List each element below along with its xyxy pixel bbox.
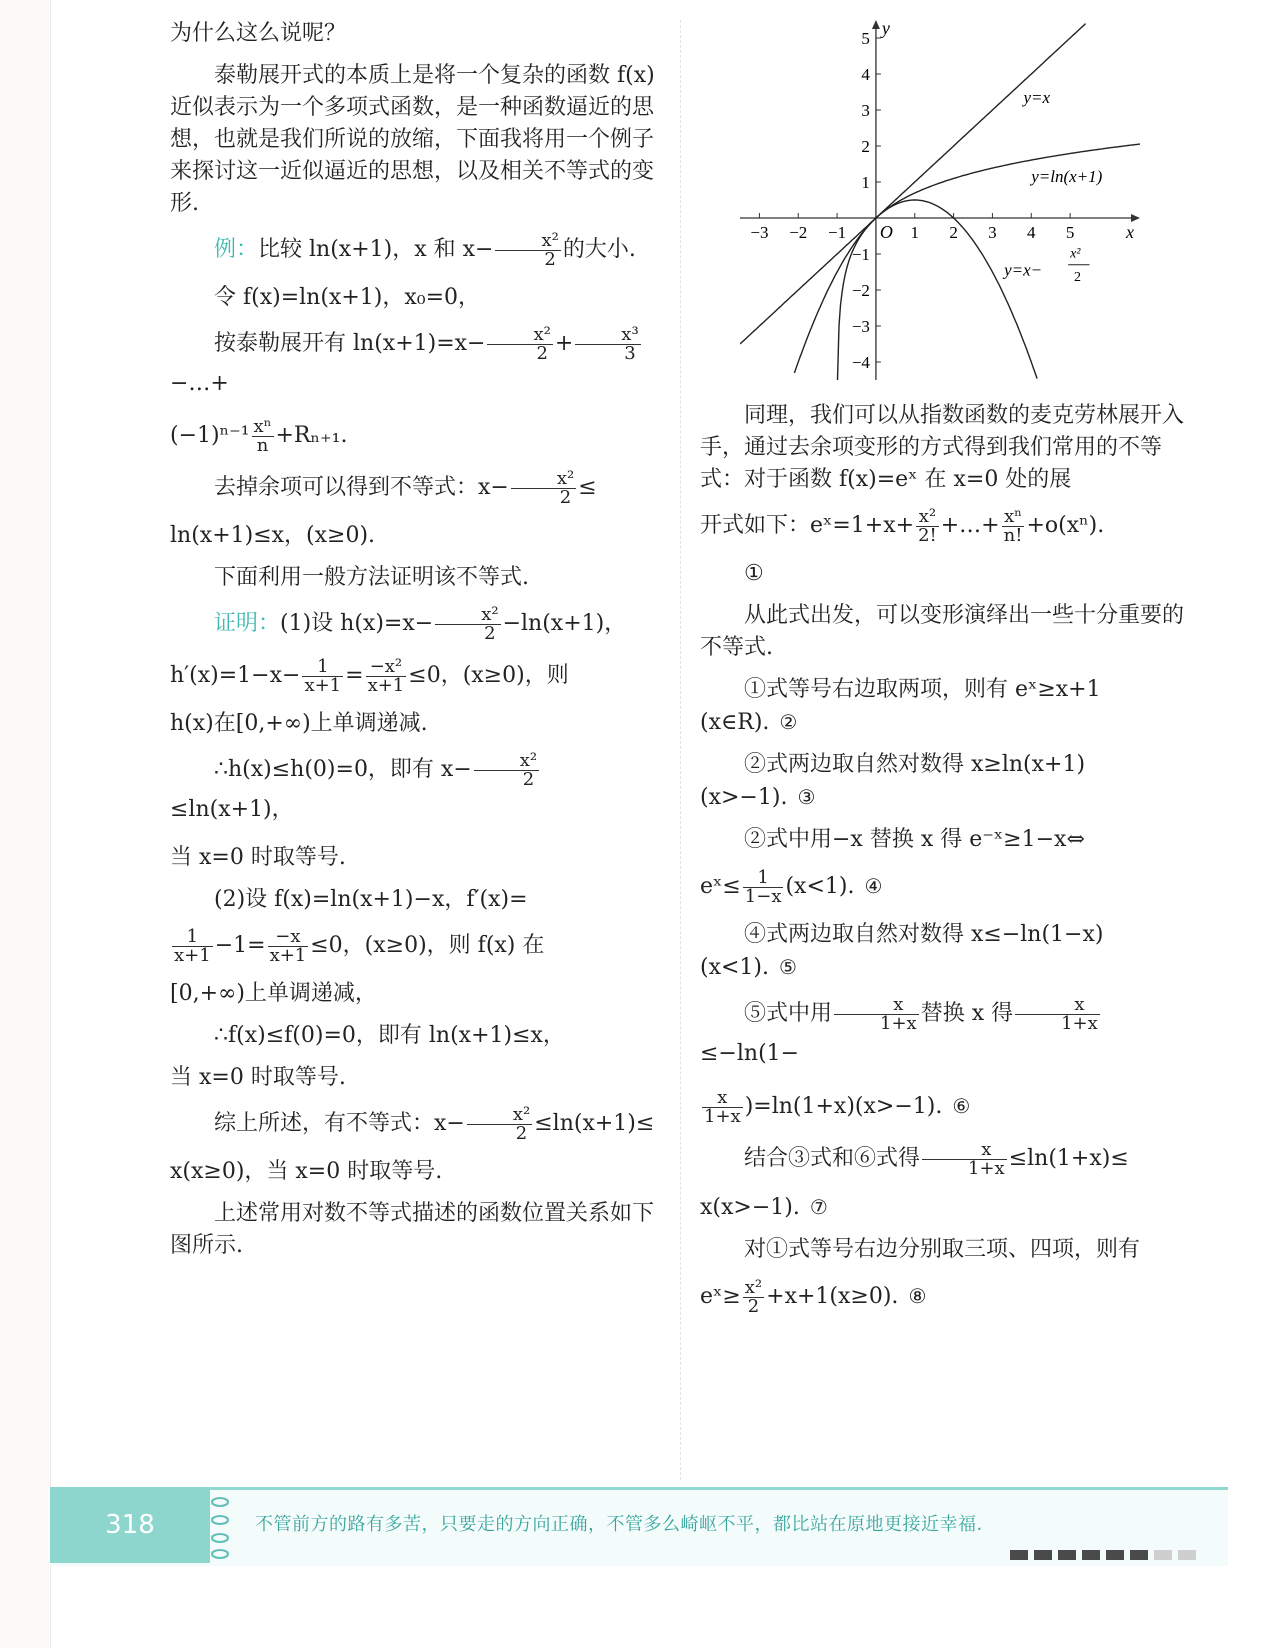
- paragraph-taylor-essence: 泰勒展开式的本质上是将一个复杂的函数 f(x) 近似表示为一个多项式函数，是一种函数逼近的思想，也就是我们所说的放缩，下面我将用一个例子来探讨这一近似逼近的思想，以及相关不等式的变形.: [170, 63, 655, 216]
- x-tick-label: 3: [988, 223, 997, 242]
- scroll-segment[interactable]: [1082, 1550, 1100, 1560]
- equation-mark-2: ②: [779, 710, 798, 734]
- frac-1-over-x-plus-1: $\frac{1}{x+1}$: [304, 655, 342, 696]
- frac-x3-over-3: $\frac{\text{x³}}{3}$: [575, 326, 640, 363]
- equation-mark-8: ⑧: [908, 1284, 927, 1308]
- frac-x-over-1-plus-x: $\frac{x}{1+x}$: [922, 1141, 1007, 1178]
- frac-x-over-1-plus-x: $\frac{x}{1+x}$: [834, 996, 919, 1033]
- paragraph-three-four-terms-line-2: eˣ≥ $\frac{\text{x²}}{2}$ +x+1(x≥0). ⑧: [700, 1276, 927, 1317]
- y-tick-label: −3: [851, 317, 870, 336]
- page-number: 318: [50, 1487, 210, 1563]
- equation-mark-7: ⑦: [809, 1195, 828, 1219]
- paragraph-maclaurin: 同理，我们可以从指数函数的麦克劳林展开入手，通过去余项变形的方式得到我们常用的不等式：对于函数 f(x)=eˣ 在 x=0 处的展: [700, 403, 1185, 492]
- frac-xn-over-n-factorial: $\frac{\text{xⁿ}}{n!}$: [1003, 505, 1023, 546]
- label-y-equals-quadratic: y=x−: [1004, 260, 1043, 280]
- frac-neg-x2-over-x-plus-1: $\frac{\text{−x²}}{x+1}$: [367, 655, 405, 696]
- proof-label: 证明：: [214, 611, 281, 636]
- paragraph-replace-frac: ⑤式中用 $\frac{x}{1+x}$ 替换 x 得 $\frac{x}{1+x}$ ≤−ln(1−: [700, 993, 1098, 1066]
- y-tick-label: 3: [861, 101, 870, 120]
- proof-2-line-3: [0,+∞)上单调递减，: [170, 981, 377, 1006]
- x-tick-label: −2: [789, 223, 808, 242]
- proof-1-line-4: ∴h(x)≤h(0)=0，即有 x− $\frac{\text{x²}}{2}$ ≤ln(x+1)，: [170, 749, 538, 822]
- equation-mark-1: ①: [744, 561, 764, 586]
- x-tick-label: −3: [750, 223, 769, 242]
- proof-1-line-5: 当 x=0 时取等号.: [170, 845, 346, 870]
- label-quadratic-frac-num: x²: [1070, 246, 1081, 262]
- example-label: 例：: [214, 237, 259, 262]
- y-tick-label: 1: [861, 173, 870, 192]
- equation-mark-5: ⑤: [779, 955, 797, 979]
- remove-remainder-line: 去掉余项可以得到不等式：x− $\frac{\text{x²}}{2}$ ≤: [214, 467, 597, 508]
- x-tick-label: 1: [910, 223, 920, 242]
- y-tick-label: 4: [861, 65, 870, 84]
- proof-1-line-2: h′(x)=1−x− $\frac{1}{x+1}$ = $\frac{\text{−x²}}{x+1}$ ≤0，(x≥0)，则: [170, 655, 569, 696]
- y-axis-arrow: [872, 20, 880, 29]
- proof-2-line-5: 当 x=0 时取等号.: [170, 1065, 346, 1090]
- x-tick-label: 4: [1027, 223, 1036, 242]
- frac-x2-over-2: $\frac{\text{x²}}{2}$: [467, 1106, 532, 1143]
- x-tick-label: −1: [828, 223, 847, 242]
- equation-mark-4: ④: [864, 874, 883, 898]
- example-text-b: 的大小.: [562, 237, 636, 262]
- paragraph-replace-frac-line-2: $\frac{x}{1+x}$ )=ln(1+x)(x>−1). ⑥: [704, 1086, 971, 1127]
- taylor-line-2: (−1)ⁿ⁻¹ $\frac{\text{xⁿ}}{n}$ +Rₙ₊₁.: [170, 415, 348, 456]
- frac-x2-over-2: $\frac{\text{x²}}{2}$: [435, 606, 500, 643]
- y-axis-label: y: [881, 20, 890, 38]
- paragraph-replace-neg-x-line-2: eˣ≤ $\frac{1}{1-x}$ (x<1). ④: [700, 866, 883, 907]
- frac-x-over-1-plus-x: $\frac{x}{1+x}$: [1015, 996, 1100, 1033]
- column-divider: [680, 20, 681, 1480]
- frac-x2-over-2: $\frac{\text{x²}}{2}$: [495, 232, 560, 269]
- example-text-a: 比较 ln(x+1)，x 和 x−: [258, 237, 494, 262]
- maclaurin-expansion-line: 开式如下：eˣ=1+x+ $\frac{\text{x²}}{2!}$ +…+ $\frac{\text{xⁿ}}{n!}$ +o(xⁿ).: [700, 505, 1105, 546]
- summary-line-2: x(x≥0)，当 x=0 时取等号.: [170, 1159, 443, 1184]
- scroll-segment[interactable]: [1178, 1550, 1196, 1560]
- origin-label: O: [879, 222, 893, 242]
- paragraph-derive: 从此式出发，可以变形演绎出一些十分重要的不等式.: [700, 603, 1185, 660]
- footer-motto: 不管前方的路有多苦，只要走的方向正确，不管多么崎岖不平，都比站在原地更接近幸福.: [255, 1514, 983, 1535]
- proof-2-line: (2)设 f(x)=ln(x+1)−x，f′(x)=: [214, 887, 528, 912]
- scroll-segment[interactable]: [1154, 1550, 1172, 1560]
- frac-1-over-1-minus-x: $\frac{1}{1-x}$: [744, 866, 782, 907]
- summary-line: 综上所述，有不等式：x− $\frac{\text{x²}}{2}$ ≤ln(x+1)≤: [214, 1103, 655, 1144]
- frac-neg-x-over-x-plus-1: $\frac{-x}{x+1}$: [269, 925, 307, 966]
- scroll-segment[interactable]: [1058, 1550, 1076, 1560]
- equation-mark-6: ⑥: [952, 1094, 971, 1118]
- proof-2-line-2: $\frac{1}{x+1}$ −1= $\frac{-x}{x+1}$ ≤0，(x≥0)，则 f(x) 在: [174, 925, 545, 966]
- y-tick-label: 2: [861, 137, 870, 156]
- page-left-edge: [0, 0, 51, 1648]
- frac-x-over-1-plus-x: $\frac{x}{1+x}$: [704, 1086, 741, 1127]
- frac-xn-over-n: $\frac{\text{xⁿ}}{n}$: [253, 415, 272, 456]
- y-tick-label: 5: [861, 29, 870, 48]
- label-y-equals-ln: y=ln(x+1): [1031, 167, 1103, 186]
- paragraph-two-terms: ①式等号右边取两项，则有 eˣ≥x+1 (x∈R). ②: [700, 677, 1101, 735]
- x-tick-label: 2: [949, 223, 958, 242]
- scroll-segment[interactable]: [1130, 1550, 1148, 1560]
- frac-x2-over-2: $\frac{\text{x²}}{2}$: [474, 752, 539, 789]
- binder-rings-icon: [205, 1490, 235, 1562]
- y-tick-label: −1: [851, 245, 870, 264]
- proof-1-line-3: h(x)在[0,+∞)上单调递减.: [170, 711, 428, 736]
- paragraph-log-4: ④式两边取自然对数得 x≤−ln(1−x) (x<1). ⑤: [700, 922, 1104, 980]
- frac-x2-over-2: $\frac{\text{x²}}{2}$: [511, 470, 576, 507]
- y-tick-label: −4: [851, 353, 870, 372]
- frac-x2-over-2: $\frac{\text{x²}}{2}$: [487, 326, 552, 363]
- final-paragraph: 上述常用对数不等式描述的函数位置关系如下图所示.: [170, 1201, 655, 1258]
- taylor-line: 按泰勒展开有 ln(x+1)=x− $\frac{\text{x²}}{2}$ + $\frac{\text{x³}}{3}$ −…+: [170, 323, 639, 396]
- proof-2-line-4: ∴f(x)≤f(0)=0，即有 ln(x+1)≤x，: [214, 1023, 565, 1048]
- paragraph-replace-neg-x: ②式中用−x 替换 x 得 e⁻ˣ≥1−x⇔: [744, 827, 1085, 852]
- paragraph-log-both-sides: ②式两边取自然对数得 x≥ln(x+1) (x>−1). ③: [700, 752, 1086, 810]
- left-column: [170, 18, 660, 1272]
- frac-x2-over-2-factorial: $\frac{\text{x²}}{2!}$: [918, 505, 937, 546]
- paragraph-combine-line-2: x(x>−1). ⑦: [700, 1195, 828, 1220]
- y-tick-label: −2: [851, 281, 870, 300]
- paragraph-three-four-terms: 对①式等号右边分别取三项、四项，则有: [744, 1237, 1141, 1262]
- right-column: [700, 400, 1200, 1329]
- frac-1-over-x-plus-1: $\frac{1}{x+1}$: [174, 925, 211, 966]
- paragraph-intro-question: 为什么这么说呢？: [170, 21, 347, 46]
- let-line: 令 f(x)=ln(x+1)，x₀=0，: [214, 285, 481, 310]
- frac-x2-over-2: $\frac{\text{x²}}{2}$: [744, 1276, 763, 1317]
- scroll-segment[interactable]: [1010, 1550, 1028, 1560]
- page-scroll-indicator[interactable]: [1010, 1550, 1195, 1560]
- equation-mark-3: ③: [797, 785, 816, 809]
- function-graph: [740, 20, 1140, 380]
- paragraph-combine: 结合③式和⑥式得 $\frac{x}{1+x}$ ≤ln(1+x)≤: [744, 1138, 1129, 1179]
- label-y-equals-x: y=x: [1023, 87, 1051, 107]
- scroll-segment[interactable]: [1106, 1550, 1124, 1560]
- x-axis-arrow: [1131, 214, 1140, 222]
- x-tick-label: 5: [1065, 223, 1075, 242]
- remove-remainder-line-2: ln(x+1)≤x，(x≥0).: [170, 523, 376, 548]
- proof-1-line: 证明：(1)设 h(x)=x− $\frac{\text{x²}}{2}$ −ln(x+1)，: [214, 603, 627, 644]
- scroll-segment[interactable]: [1034, 1550, 1052, 1560]
- example-line: [170, 230, 660, 270]
- x-axis-label: x: [1126, 222, 1134, 242]
- label-quadratic-frac-den: 2: [1073, 270, 1081, 285]
- prove-intro: 下面利用一般方法证明该不等式.: [214, 565, 529, 590]
